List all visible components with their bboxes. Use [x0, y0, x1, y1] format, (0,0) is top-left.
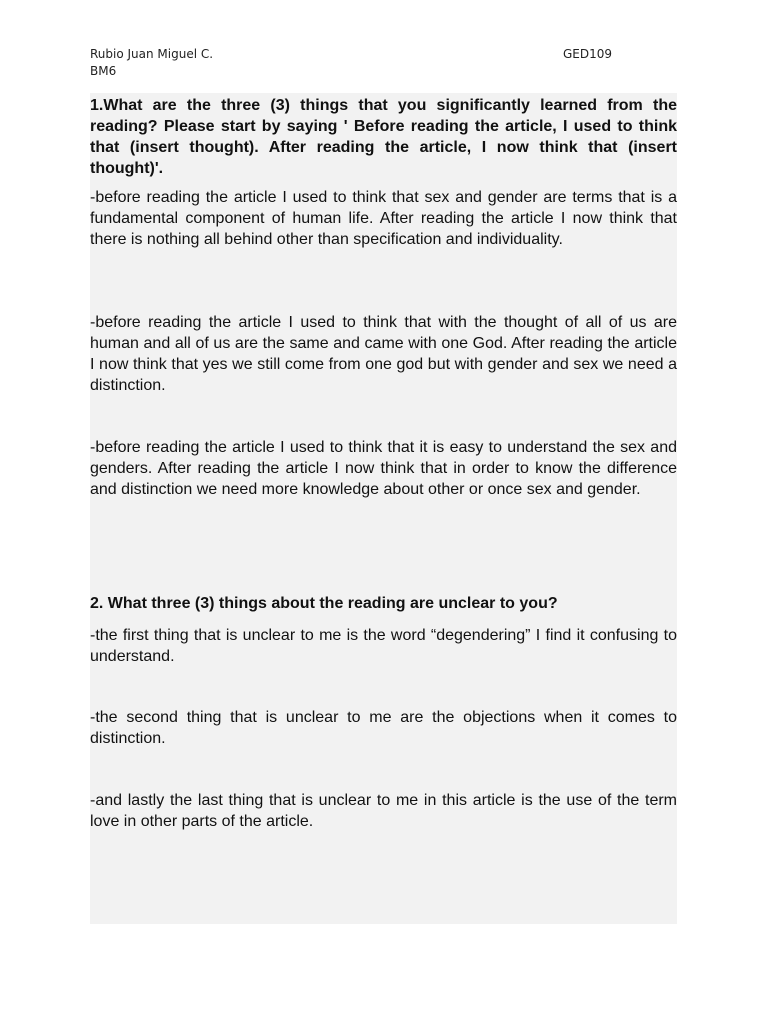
question-1-answer-3: -before reading the article I used to think that it is easy to understand the sex and genders. After reading the article I now think that in order to know the difference and distinction we need more knowledge about other or once sex and gender.	[90, 439, 677, 498]
question-1-answer-2: -before reading the article I used to think that with the thought of all of us are human and all of us are the same and came with one God. After reading the article I now think that yes we still come from one god but with gender and sex we need a distinction.	[90, 314, 677, 394]
document-header	[90, 46, 680, 80]
course-code: GED109	[563, 47, 613, 61]
question-2-answer-1: -the first thing that is unclear to me is the word “degendering” I find it confusing to understand.	[90, 627, 677, 665]
question-2-text: 2. What three (3) things about the reading are unclear to you?	[90, 595, 558, 612]
student-name: Rubio Juan Miguel C.	[90, 47, 214, 61]
question-1-answer-1: -before reading the article I used to think that sex and gender are terms that is a fundamental component of human life. After reading the article I now think that there is nothing all behind other than specification and individuality.	[90, 189, 677, 248]
question-1-text: 1.What are the three (3) things that you significantly learned from the reading? Please start by saying ' Before reading the article, I used to think that (insert thought). After reading the article, I now think that (insert thought)'.	[90, 97, 677, 177]
question-2-answer-2: -the second thing that is unclear to me are the objections when it comes to distinction.	[90, 709, 677, 747]
student-section: BM6	[90, 64, 117, 78]
question-2-answer-3: -and lastly the last thing that is unclear to me in this article is the use of the term love in other parts of the article.	[90, 792, 677, 830]
